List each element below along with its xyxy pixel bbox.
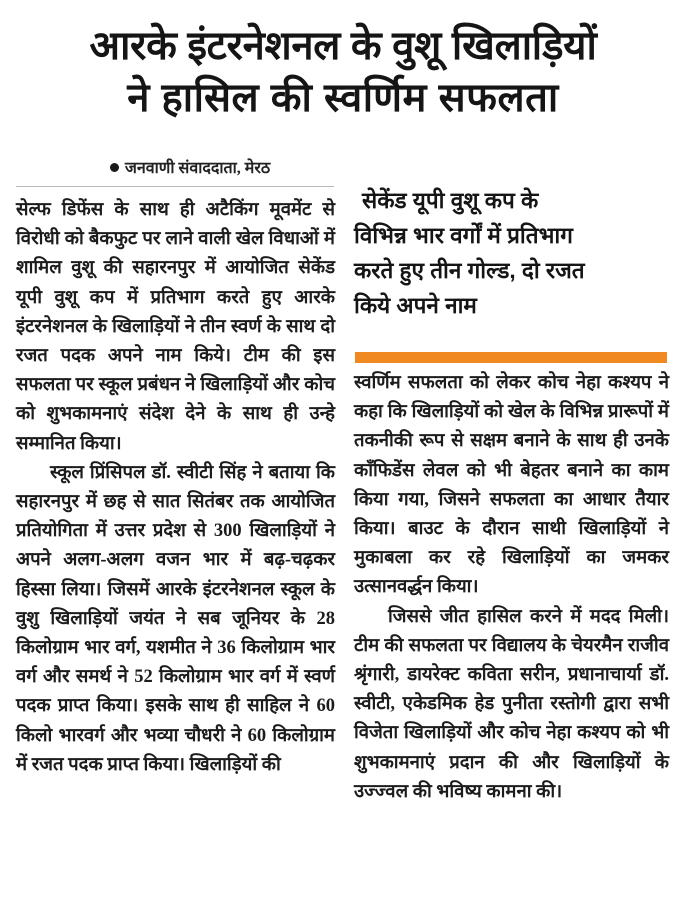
lead-word: सेल्फ xyxy=(16,200,51,220)
subhead-line-3: करते हुए तीन गोल्ड, दो रजत xyxy=(354,258,585,283)
headline-line-2: ने हासिल की स्वर्णिम सफलता xyxy=(127,76,559,120)
page-title xyxy=(14,20,672,124)
article-body-left-column xyxy=(16,196,335,780)
subhead-deck xyxy=(354,183,670,323)
paragraph xyxy=(16,196,335,459)
byline-divider xyxy=(16,186,334,187)
subhead-line-2: विभिन्न भार वर्गों में प्रतिभाग xyxy=(354,223,573,248)
subhead-line-4: किये अपने नाम xyxy=(354,293,477,318)
byline xyxy=(110,156,270,178)
bullet-icon xyxy=(110,163,119,172)
paragraph: जिससे जीत हासिल करने में मदद मिली। टीम की सफलता पर विद्यालय के चेयरमैन राजीव श्रृंगारी, डायरेक्ट कविता सरीन, प्रधानाचार्या डॉ. स्वीटी, एकेडमिक हेड पुनीता रस्तोगी द्वारा सभी विजेता खिलाड़ियों और कोच नेहा कश्यप को भी शुभकामनाएं प्रदान की और खिलाड़ियों के उज्ज्वल की भविष्य कामना की। xyxy=(354,606,669,802)
article-body-right-column xyxy=(354,369,669,807)
byline-text: जनवाणी संवाददाता, मेरठ xyxy=(125,160,271,177)
headline-line-1: आरके इंटरनेशनल के वुशू खिलाड़ियों xyxy=(89,24,597,68)
accent-rule xyxy=(355,352,667,363)
paragraph-text: डिफेंस के साथ ही अटैकिंग मूवमेंट से विरोधी को बैकफुट पर लाने वाली खेल विधाओं में शामिल वुशू की सहारनपुर में आयोजित सेकेंड यूपी वुशू कप में प्रतिभाग करते हुए आरके इंटरनेशनल के खिलाड़ियों ने तीन स्वर्ण के साथ दो रजत पदक अपने नाम किये। टीम की इस सफलता पर स्कूल प्रबंधन ने खिलाड़ियों और कोच को शुभकामनाएं संदेश देने के साथ ही उन्हे सम्मानित किया। xyxy=(16,200,335,454)
subhead-line-1: सेकेंड यूपी वुशू कप के xyxy=(362,188,539,213)
paragraph: स्कूल प्रिंसिपल डॉ. स्वीटी सिंह ने बताया कि सहारनपुर में छह से सात सितंबर तक आयोजित प्रतियोगिता में उत्तर प्रदेश से 300 खिलाड़ियों ने अपने अलग-अलग वजन भार में बढ़-चढ़कर हिस्सा लिया। जिसमें आरके इंटरनेशनल स्कूल के वुशु खिलाड़ियों जयंत ने सब जूनियर के 28 किलोग्राम भार वर्ग, यशमीत ने 36 किलोग्राम भार वर्ग और समर्थ ने 52 किलोग्राम भार वर्ग में स्वर्ण पदक प्राप्त किया। इसके साथ ही साहिल ने 60 किलो भारवर्ग और भव्या चौधरी ने 60 किलोग्राम में रजत पदक प्राप्त किया। खिलाड़ियों की xyxy=(16,462,335,775)
paragraph: स्वर्णिम सफलता को लेकर कोच नेहा कश्यप ने कहा कि खिलाड़ियों को खेल के विभिन्न प्रारूपों में तकनीकी रूप से सक्षम बनाने के साथ ही उनके कॉंफिडेंस लेवल को भी बेहतर बनाने का काम किया गया, जिसने सफलता का आधार तैयार किया। बाउट के दौरान साथी खिलाड़ियों ने मुकाबला कर रहे खिलाड़ियों का जमकर उत्सानवर्द्धन किया। xyxy=(354,373,669,598)
